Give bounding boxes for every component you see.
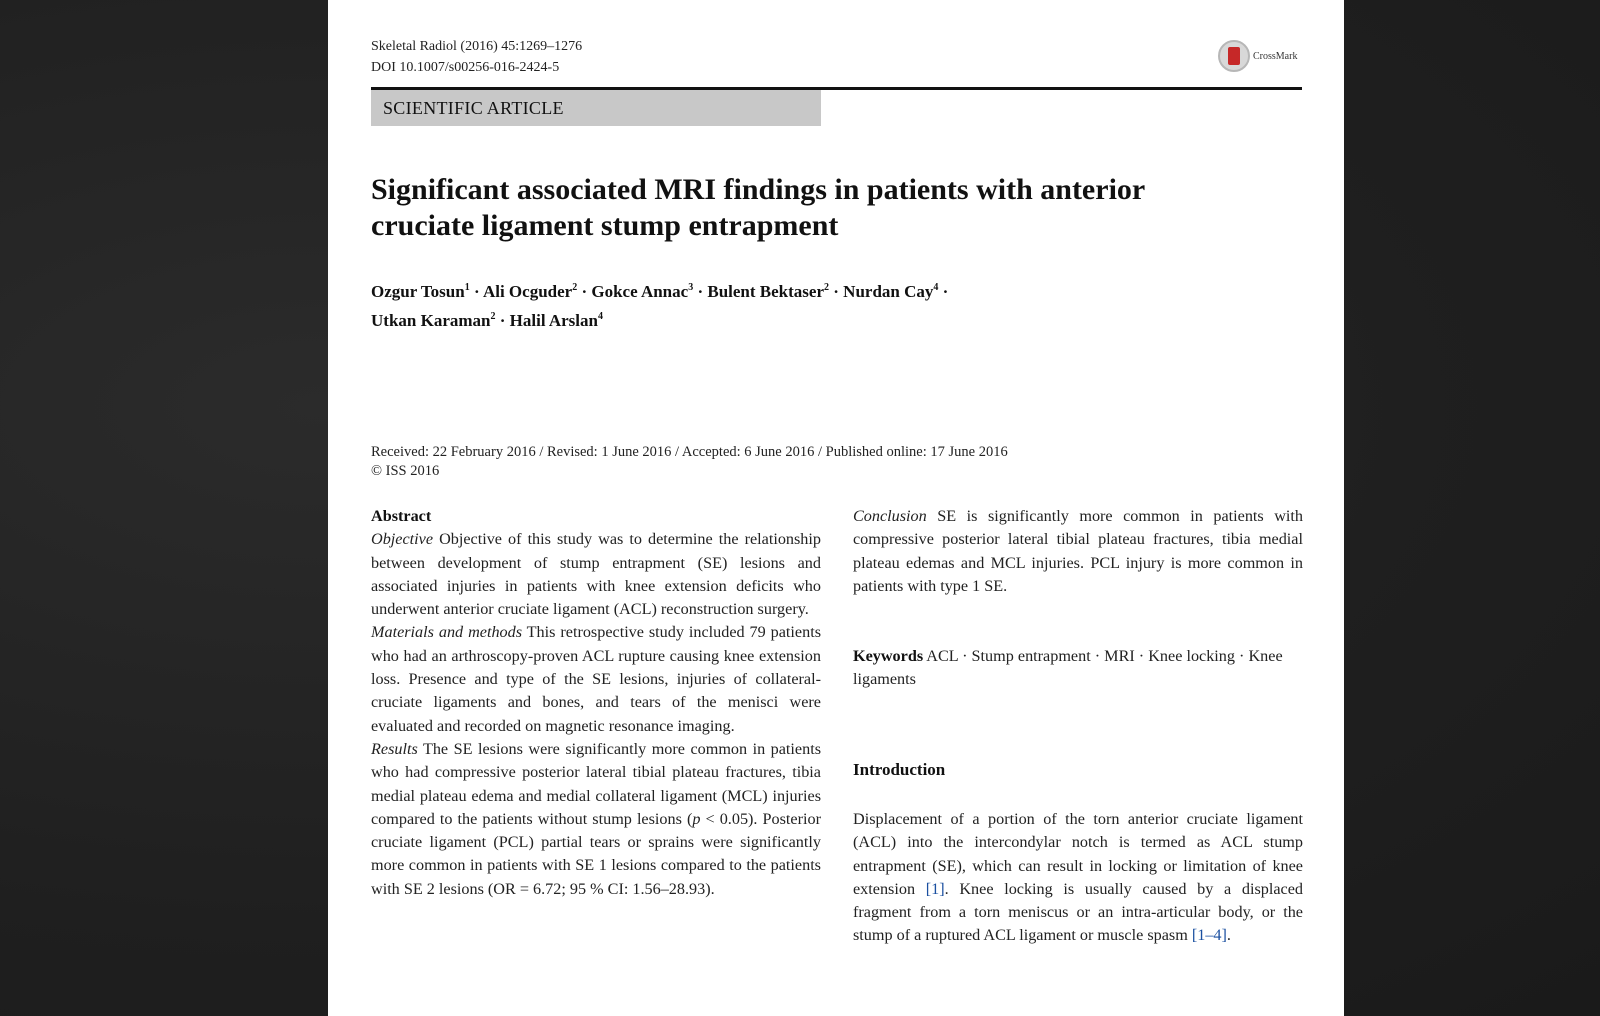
journal-citation: Skeletal Radiol (2016) 45:1269–1276 [371, 39, 583, 54]
author-affiliation: 4 [933, 282, 939, 293]
article-type-banner: SCIENTIFIC ARTICLE [371, 90, 821, 126]
author-name[interactable]: Halil Arslan [509, 311, 598, 330]
author-affiliation: 2 [572, 282, 578, 293]
author-name[interactable]: Utkan Karaman [371, 311, 491, 330]
paper-page [328, 0, 1344, 1016]
author-affiliation: 1 [464, 282, 470, 293]
results-text-a: The SE lesions were significantly more common in patients who had compressive posterior lateral tibial plateau fractures, tibia medial plateau edema and medial collateral ligament (MCL) injuries compared to the patients without stump lesions ( [371, 739, 821, 828]
objective-label: Objective [371, 530, 434, 549]
introduction-text [853, 808, 1303, 948]
author-name[interactable]: Ozgur Tosun [371, 282, 465, 301]
citation-link[interactable]: [1] [925, 879, 945, 898]
author-affiliation: 2 [824, 282, 829, 293]
abstract-methods [371, 621, 821, 737]
author-name[interactable]: Bulent Bektaser [707, 282, 824, 301]
publication-dates [371, 443, 1008, 481]
methods-text: This retrospective study included 79 patients who had an arthroscopy-proven ACL rupture causing knee extension loss. Presence and type of the SE lesions, injuries of collateral-cruciate ligaments and bones, and tears of the menisci were evaluated and recorded on magnetic resonance imaging. [371, 623, 821, 735]
author-list: Ozgur Tosun$^1$ · Ali Ocguder$^2$ · Gokce Annac$^3$ · Bulent Bektaser$^2$ · Nurdan Cay$^4$ · Utkan Karaman$^2$ · Halil Arslan$^4$ [371, 282, 949, 330]
introduction-heading: Introduction [853, 760, 946, 779]
objective-text: Objective of this study was to determine the relationship between development of stump entrapment (SE) lesions and associated injuries in patients with knee extension deficits who underwent anterior cruciate ligament (ACL) reconstruction surgery. [371, 530, 821, 619]
abstract-objective [371, 528, 821, 621]
title-line-1: Significant associated MRI findings in patients with anterior [371, 173, 1146, 206]
author-name[interactable]: Nurdan Cay [843, 282, 934, 301]
author-affiliation: 4 [597, 311, 603, 322]
intro-text-a: Displacement of a portion of the torn anterior cruciate ligament (ACL) into the intercondylar notch is termed as ACL stump entrapment (SE), which can result in locking or limitation of knee extension [853, 810, 1303, 898]
crossmark-badge[interactable] [1218, 40, 1297, 72]
results-p: p [692, 809, 701, 828]
methods-label: Materials and methods [371, 623, 523, 642]
abstract-results [371, 738, 821, 901]
crossmark-icon[interactable] [1218, 40, 1250, 72]
journal-doi[interactable]: DOI 10.1007/s00256-016-2424-5 [371, 60, 560, 75]
intro-text-c: . [1226, 926, 1231, 945]
copyright: © ISS 2016 [371, 463, 440, 479]
author-affiliation: 2 [490, 311, 496, 322]
abstract-heading: Abstract [371, 507, 432, 525]
journal-info [371, 36, 582, 78]
article-title [371, 172, 1271, 244]
author-name[interactable]: Ali Ocguder [482, 282, 573, 301]
intro-text-b: . Knee locking is usually caused by a displaced fragment from a torn meniscus or an intra-articular body, or the stump of a ruptured ACL ligament or muscle spasm [853, 879, 1303, 945]
citation-link[interactable]: [1–4] [1191, 926, 1227, 945]
conclusion-column [853, 505, 1303, 598]
author-affiliation: 3 [688, 282, 694, 293]
conclusion-label: Conclusion [853, 507, 927, 525]
conclusion-text: SE is significantly more common in patients with compressive posterior lateral tibial plateau fractures, tibia medial plateau edemas and MCL injuries. PCL injury is more common in patients with type 1 SE. [853, 507, 1303, 595]
keywords [853, 645, 1303, 691]
abstract-column [371, 505, 821, 901]
keywords-text: ACL · Stump entrapment · MRI · Knee locking · Knee ligaments [853, 647, 1283, 688]
results-text-b: < 0.05). Posterior cruciate ligament (PCL) partial tears or sprains were significantly more common in patients with SE 1 lesions compared to the patients with SE 2 lesions (OR = 6.72; 95 % CI: 1.56–28.93). [371, 809, 821, 898]
author-name[interactable]: Gokce Annac [591, 282, 689, 301]
history-dates: Received: 22 February 2016 / Revised: 1 June 2016 / Accepted: 6 June 2016 / Published online: 17 June 2016 [371, 444, 1008, 460]
title-line-2: cruciate ligament stump entrapment [371, 209, 839, 242]
results-label: Results [371, 739, 418, 758]
keywords-label: Keywords [853, 647, 924, 665]
crossmark-label: CrossMark [1253, 50, 1298, 62]
